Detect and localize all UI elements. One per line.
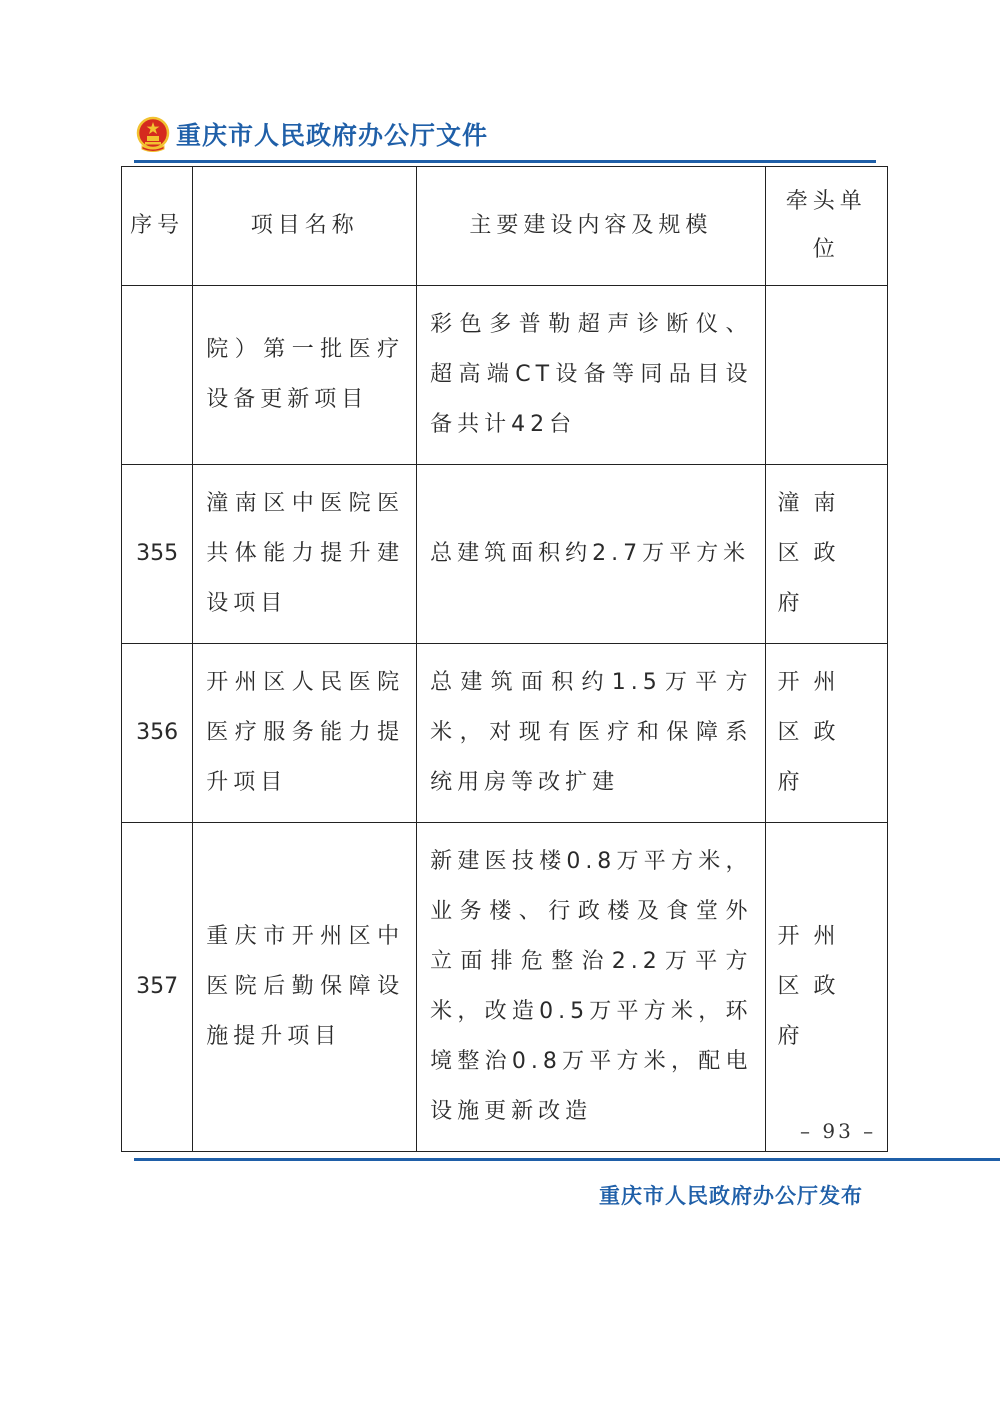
row-number: 357 bbox=[122, 823, 193, 1152]
project-table bbox=[121, 166, 888, 1152]
table-row bbox=[122, 286, 888, 465]
column-header-lead-unit-label: 牵头单位 bbox=[785, 189, 867, 262]
national-emblem-icon bbox=[136, 116, 170, 152]
row-number: 355 bbox=[122, 465, 193, 644]
column-header-number: 序号 bbox=[122, 167, 193, 286]
document-header bbox=[136, 112, 488, 156]
row-content: 新建医技楼0.8万平方米，业务楼、行政楼及食堂外立面排危整治2.2万平方米，改造0.5万平方米，环境整治0.8万平方米，配电设施更新改造 bbox=[417, 823, 765, 1152]
footer-publisher: 重庆市人民政府办公厅发布 bbox=[599, 1183, 863, 1208]
header-divider bbox=[134, 160, 876, 163]
row-lead-unit: 开州区政府 bbox=[765, 644, 888, 823]
table-row bbox=[122, 644, 888, 823]
row-content: 彩色多普勒超声诊断仪、超高端CT设备等同品目设备共计42台 bbox=[417, 286, 765, 465]
table-row bbox=[122, 823, 888, 1152]
header-title: 重庆市人民政府办公厅文件 bbox=[176, 121, 489, 150]
row-lead-unit: 开州区政府 bbox=[765, 823, 888, 1152]
table-row bbox=[122, 465, 888, 644]
row-lead-unit bbox=[765, 286, 888, 465]
row-number bbox=[122, 286, 193, 465]
footer-divider bbox=[134, 1158, 1000, 1161]
page-number: – 93 – bbox=[800, 1119, 877, 1143]
column-header-lead-unit bbox=[765, 167, 888, 286]
row-number: 356 bbox=[122, 644, 193, 823]
row-project-name: 潼南区中医院医共体能力提升建设项目 bbox=[193, 465, 417, 644]
row-content: 总建筑面积约1.5万平方米，对现有医疗和保障系统用房等改扩建 bbox=[417, 644, 765, 823]
row-content: 总建筑面积约2.7万平方米 bbox=[417, 465, 765, 644]
column-header-content: 主要建设内容及规模 bbox=[417, 167, 765, 286]
row-project-name: 开州区人民医院医疗服务能力提升项目 bbox=[193, 644, 417, 823]
row-project-name: 重庆市开州区中医院后勤保障设施提升项目 bbox=[193, 823, 417, 1152]
row-lead-unit: 潼南区政府 bbox=[765, 465, 888, 644]
column-header-project-name: 项目名称 bbox=[193, 167, 417, 286]
row-project-name: 院）第一批医疗设备更新项目 bbox=[193, 286, 417, 465]
table-header-row bbox=[122, 167, 888, 286]
